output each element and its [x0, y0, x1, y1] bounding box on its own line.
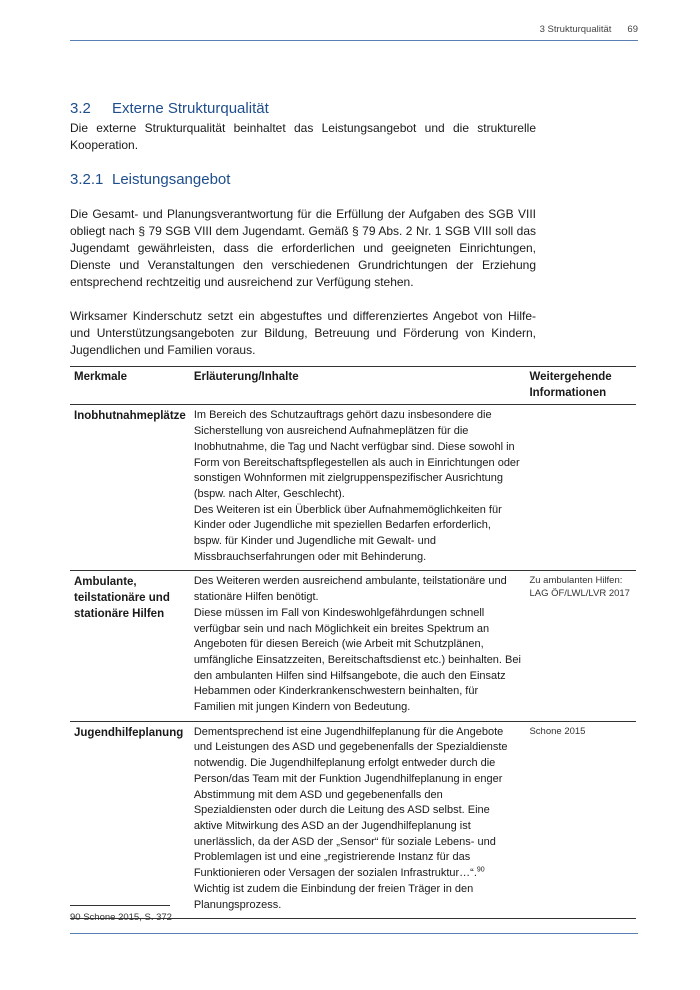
footnote: 90 Schone 2015, S. 372	[70, 912, 172, 923]
header-merkmale: Merkmale	[70, 367, 190, 405]
row-text: Des Weiteren werden ausreichend ambulante, teilstationäre und stationäre Hilfen benötigt.	[193, 575, 507, 604]
row-description	[190, 721, 526, 918]
section-intro: Die externe Strukturqualität beinhaltet das Leistungsangebot und die strukturelle Kooperation.	[70, 121, 536, 152]
paragraph-1: Die Gesamt- und Planungsverantwortung für die Erfüllung der Aufgaben des SGB VIII obliegt nach § 79 SGB VIII dem Jugendamt. Gemäß § 79 Abs. 2 Nr. 1 SGB VIII soll das Jugendamt gewährleisten, dass die erforderlichen und geeigneten Einrichtungen, Dienste und Veranstaltungen den verschiedenen Grundrichtungen der Erziehung entsprechend rechtzeitig und ausreichend zur Verfügung stehen.	[70, 207, 536, 289]
subsection-title: Leistungsangebot	[112, 171, 231, 188]
header-informationen: Weitergehende Informationen	[525, 367, 636, 405]
row-text: Im Bereich des Schutzauftrags gehört dazu insbesondere die Sicherstellung von ausreichend Aufnahmeplätzen für die Inobhutnahme, die Tag und Nacht verfügbar sind. Diese sowohl in Form von Bereitschaftspflegestellen als auch in Einrichtungen oder sonstigen Wohnformen mit zielgruppenspezifischer Ausrichtung (bspw. nach Alter, Geschlecht).	[193, 409, 520, 500]
paragraph-2: Wirksamer Kinderschutz setzt ein abgestuftes und differenziertes Angebot von Hilfe- und Unterstützungsangeboten zur Bildung, Betreuung und Förderung von Kindern, Jugendlichen und Familien voraus.	[70, 309, 536, 357]
footnote-divider	[70, 905, 170, 906]
row-label: Ambulante, teilstationäre und stationäre Hilfen	[70, 571, 190, 721]
table-row	[70, 405, 636, 571]
section-title: Externe Strukturqualität	[112, 100, 269, 117]
subsection-heading	[70, 171, 536, 189]
row-info: Schone 2015	[525, 721, 636, 918]
row-label	[70, 405, 190, 571]
table-header-row	[70, 367, 636, 405]
criteria-table	[70, 366, 636, 919]
section-heading	[70, 100, 536, 118]
row-description	[190, 571, 526, 721]
footer-divider	[70, 933, 638, 934]
table-row	[70, 571, 636, 721]
section-number: 3.2	[70, 100, 91, 117]
row-text-continued: Wichtig ist zudem die Einbindung der freien Träger in den Planungsprozess.	[193, 882, 474, 911]
row-text-continued: Des Weiteren ist ein Überblick über Aufnahmemöglichkeiten für Kinder oder Jugendliche mit speziellen Bedarfen erforderlich, bspw. für Kinder und Jugendliche mit Gewalt- und Missbrauchserfahrungen oder mit Behinderung.	[193, 503, 502, 563]
row-label-text: Inobhutnahmeplätze	[74, 410, 186, 423]
row-info: Zu ambulanten Hilfen: LAG ÖF/LWL/LVR 2017	[525, 571, 636, 721]
page-number: 69	[627, 24, 638, 35]
row-label: Jugendhilfeplanung	[70, 721, 190, 918]
row-description	[190, 405, 526, 571]
subsection-number: 3.2.1	[70, 171, 104, 188]
row-text: Dementsprechend ist eine Jugendhilfeplanung für die Angebote und Leistungen des ASD und gegebenenfalls der Spezialdienste notwendig. Die Jugendhilfeplanung erfolgt entweder durch die Person/das Team mit der Funktion Jugendhilfeplanung in enger Abstimmung mit dem ASD und gegebenenfalls den Spezialdiensten oder durch die Leitung des ASD selbst. Eine aktive Mitwirkung des ASD an der Jugendhilfeplanung ist unerlässlich, da der ASD der „Sensor“ für soziale Lebens- und Problemlagen ist und eine „registrierende Instanz für das Funktionieren oder Versagen der sozialen Infrastruktur…“.	[193, 725, 508, 880]
table-row	[70, 721, 636, 918]
header-erlaeuterung: Erläuterung/Inhalte	[190, 367, 526, 405]
chapter-label: 3 Strukturqualität	[539, 24, 612, 35]
row-info	[525, 405, 636, 571]
main-content	[70, 100, 536, 359]
footnote-reference[interactable]: 90	[476, 866, 485, 874]
row-text-continued: Diese müssen im Fall von Kindeswohlgefährdungen schnell verfügbar sein und nach Möglichkeit ein breites Spektrum an Angeboten für diesen Bereich (wie Arbeit mit Schutzplänen, umfängliche Einsatzzeiten, Bereitschaftsdienst etc.) beinhalten. Bei den ambulanten Hilfen sind Hilfsangebote, die auch den Einsatz Hebammen oder Kinderkrankenschwestern beinhalten, für Familien mit jungen Kindern von Bedeutung.	[193, 606, 521, 714]
running-header	[70, 24, 638, 41]
